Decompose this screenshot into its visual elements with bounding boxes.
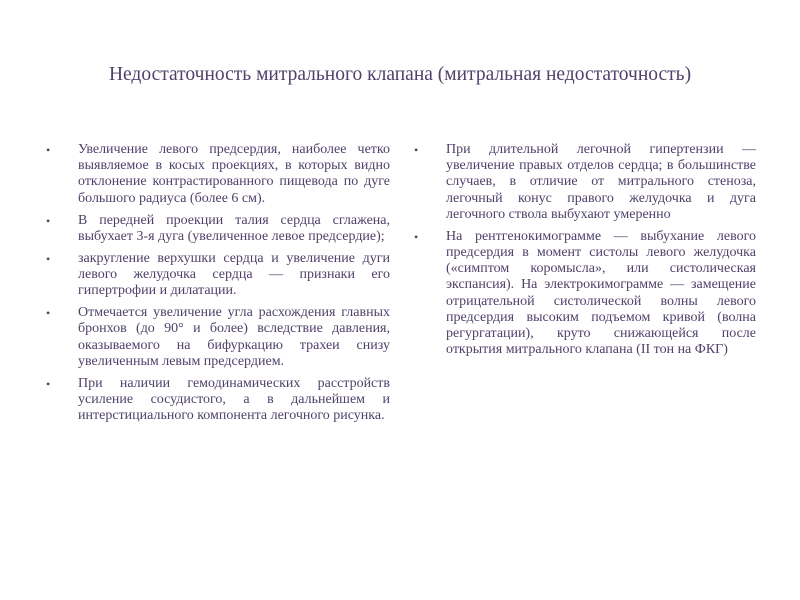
- list-item: [408, 229, 756, 359]
- list-item-text: В передней проекции талия сердца сглажена, выбухает 3-я дуга (увеличенное левое предсердие);: [78, 212, 390, 244]
- right-column-list: [408, 142, 756, 364]
- bullet-icon: •: [46, 213, 51, 228]
- bullet-icon: •: [46, 251, 51, 266]
- bullet-icon: •: [414, 229, 419, 244]
- list-item: [40, 376, 390, 425]
- list-item: [40, 305, 390, 370]
- list-item-text: При длительной легочной гипертензии — увеличение правых отделов сердца; в большинстве случаев, в отличие от митрального стеноза, легочный конус правого желудочка и дуга легочного ствола выбухают умеренно: [446, 142, 756, 222]
- left-column-list: [40, 142, 390, 430]
- list-item: [40, 251, 390, 300]
- list-item-text: Отмечается увеличение угла расхождения главных бронхов (до 90° и более) вследствие давления, оказываемого на бифуркацию трахеи снизу увеличенным левым предсердием.: [78, 305, 390, 369]
- list-item: [408, 142, 756, 223]
- list-item-text: закругление верхушки сердца и увеличение дуги левого желудочка сердца — признаки его гипертрофии и дилатации.: [78, 250, 390, 299]
- slide-title: Недостаточность митрального клапана (митральная недостаточность): [108, 64, 692, 85]
- bullet-icon: •: [46, 376, 51, 391]
- list-item-text: При наличии гемодинамических расстройств усиление сосудистого, а в дальнейшем и интерстициального компонента легочного рисунка.: [78, 375, 390, 424]
- list-item-text: Увеличение левого предсердия, наиболее четко выявляемое в косых проекциях, в которых видно отклонение контрастированного пищевода по дуге большого радиуса (более 6 см).: [78, 142, 390, 206]
- bullet-icon: •: [46, 306, 51, 321]
- bullet-icon: •: [46, 143, 51, 157]
- list-item: [40, 213, 390, 245]
- list-item: [40, 142, 390, 207]
- bullet-icon: •: [414, 143, 419, 157]
- list-item-text: На рентгенокимограмме — выбухание левого предсердия в момент систолы левого желудочка («симптом коромысла», или систолическая экспансия). На электрокимограмме — замещение отрицательной систолической волны левого предсердия высоким подъемом кривой (волна регургатации), круто снижающейся после открытия митрального клапана (II тон на ФКГ): [446, 228, 756, 358]
